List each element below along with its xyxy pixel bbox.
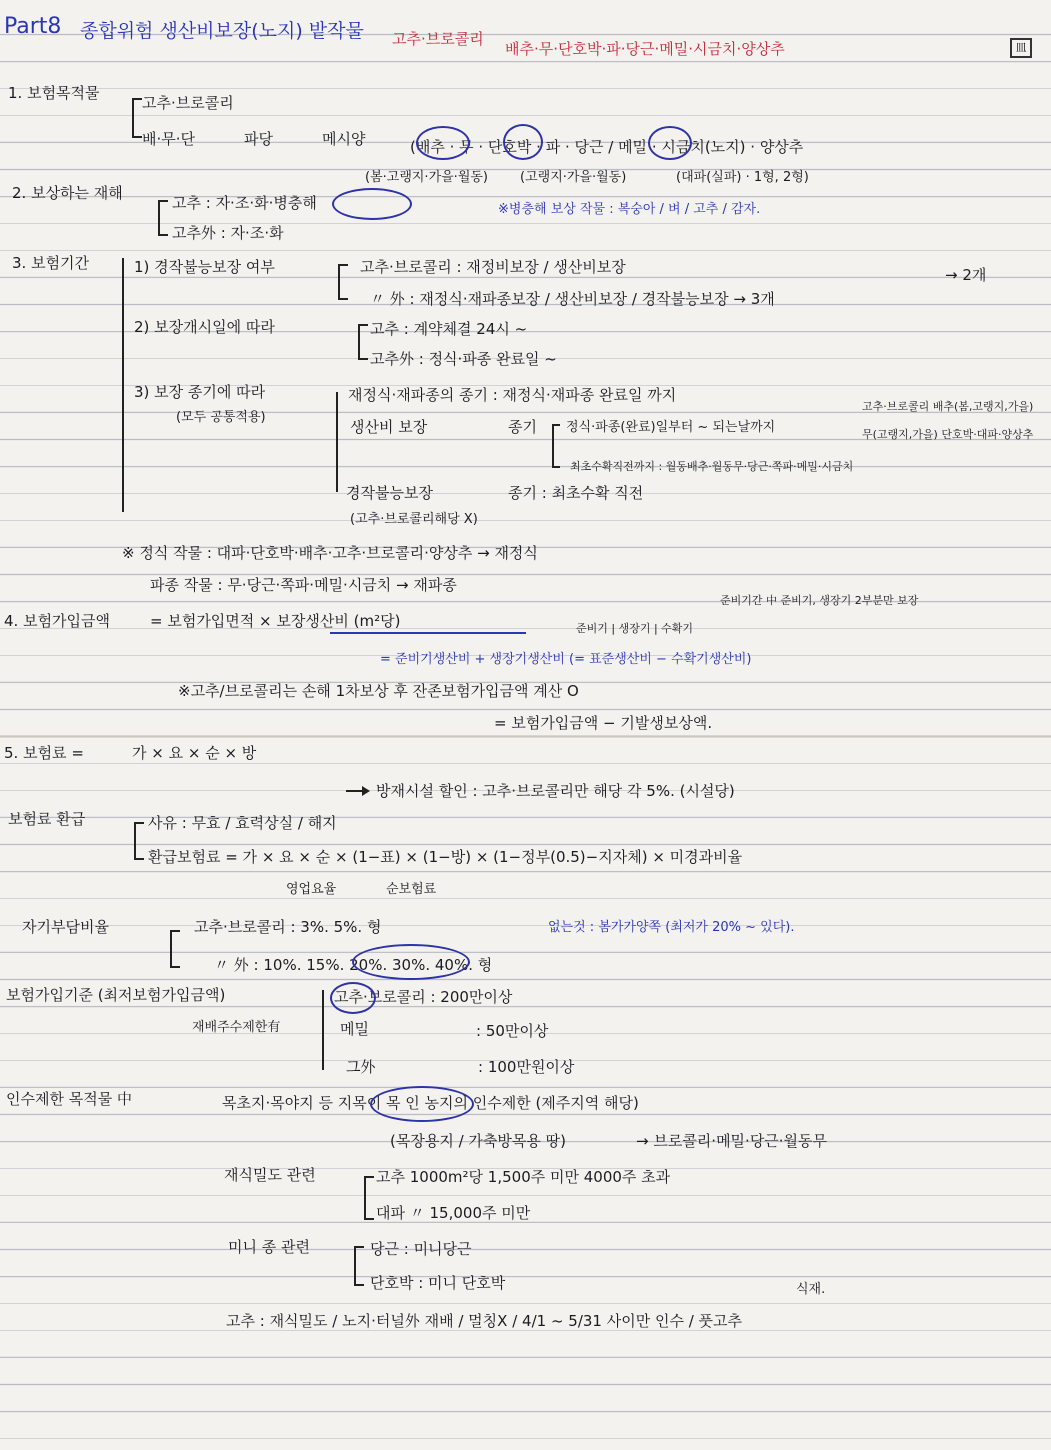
s3-note-a: ※ 정식 작물 : 대파·단호박·배추·고추·브로콜리·양상추 → 재정식 xyxy=(122,544,538,562)
s9-mini-1: 당근 : 미니당근 xyxy=(370,1240,472,1258)
s2-label: 2. 보상하는 재해 xyxy=(12,184,123,202)
title-crops-b: 배추·무·단호박·파·당근·메밀·시금치·양상추 xyxy=(505,40,785,58)
s6-under2: 순보험료 xyxy=(386,882,437,897)
s1-note2: (고랭지·가을·월동) xyxy=(520,170,627,185)
circle-jimok xyxy=(370,1086,474,1122)
s3-item1: 1) 경작불능보장 여부 xyxy=(134,258,275,276)
s4-label: 4. 보험가입금액 xyxy=(4,612,111,630)
s1-note3: (대파(실파) · 1형, 2형) xyxy=(676,170,809,185)
s3-item3-b-bracket xyxy=(552,424,560,468)
s1-label: 1. 보험목적물 xyxy=(8,84,100,102)
s3-main-bracket xyxy=(122,258,128,512)
s9-density-label: 재식밀도 관련 xyxy=(224,1166,316,1184)
s3-item3-c-label: 경작불능보장 xyxy=(346,484,433,502)
s9-density-2: 대파 〃 15,000주 미만 xyxy=(376,1204,531,1222)
s4-top-note: 준비기간 中 준비기, 생장기 2부분만 보장 xyxy=(720,594,919,607)
s9-label: 인수제한 목적물 中 xyxy=(6,1090,132,1108)
title-crops-a: 고추·브로콜리 xyxy=(392,30,484,48)
s1-bracket xyxy=(132,98,142,138)
s3-item2-a: 고추 : 계약체결 24시 ~ xyxy=(370,320,528,338)
s3-item1-a-tail: → 2개 xyxy=(945,266,987,284)
s1-row2b: 파당 xyxy=(244,130,273,148)
s1-row1: 고추·브로콜리 xyxy=(142,94,234,112)
s7-row1: 고추·브로콜리 : 3%. 5%. 형 xyxy=(194,918,382,936)
s4-line2: = 준비기생산비 + 생장기생산비 (= 표준생산비 − 수확기생산비) xyxy=(380,652,752,667)
s6-label: 보험료 환급 xyxy=(8,810,86,828)
s9-mini-label: 미니 종 관련 xyxy=(228,1238,310,1256)
s4-line4: = 보험가입금액 − 기발생보상액. xyxy=(494,714,713,732)
s3-item2: 2) 보장개시일에 따라 xyxy=(134,318,275,336)
s8-row3-val: : 100만원이상 xyxy=(478,1058,575,1076)
s9-line2: (목장용지 / 가축방목용 땅) xyxy=(390,1132,566,1150)
s8-row3-key: 그外 xyxy=(346,1058,376,1076)
s8-side: 재배주수제한有 xyxy=(192,1020,281,1035)
s9-last: 고추 : 재식밀도 / 노지·터널外 재배 / 멀칭X / 4/1 ~ 5/31 사이만 인수 / 풋고추 xyxy=(226,1312,743,1330)
s7-bracket xyxy=(170,930,180,968)
s3-item3-b1: 정식·파종(완료)일부터 ~ 되는날까지 xyxy=(566,420,776,435)
s5-line2: 방재시설 할인 : 고추·브로콜리만 해당 각 5%. (시설당) xyxy=(376,782,735,800)
s3-item3-c-sub: (고추·브로콜리해당 X) xyxy=(350,512,478,527)
s3-side1: 고추·브로콜리 배추(봄,고랭지,가을) xyxy=(862,400,1034,413)
s8-row2-val: : 50만이상 xyxy=(476,1022,549,1040)
s8-label: 보험가입기준 (최저보험가입금액) xyxy=(6,986,226,1004)
s7-label: 자기부담비율 xyxy=(22,918,109,936)
page-title: 종합위험 생산비보장(노지) 밭작물 xyxy=(80,20,364,42)
s9-line2-tail: → 브로콜리·메밀·당근·월동무 xyxy=(636,1132,828,1150)
s3-item2-b: 고추外 : 정식·파종 완료일 ~ xyxy=(370,350,557,368)
s3-item2-bracket xyxy=(358,324,368,360)
s9-line1: 목초지·목야지 등 지목이 목 인 농지의 인수제한 (제주지역 해당) xyxy=(222,1094,639,1112)
s3-item3-b2: 최초수확직전까지 : 월동배추·월동무·당근·쪽파·메밀·시금치 xyxy=(570,460,854,473)
s3-item3-a: 재정식·재파종의 종기 : 재정식·재파종 완료일 까지 xyxy=(348,386,677,404)
s9-last-note: 식재. xyxy=(796,1282,826,1297)
s3-label: 3. 보험기간 xyxy=(12,254,90,272)
s3-side2: 무(고랭지,가을) 단호박·대파·양상추 xyxy=(862,428,1034,441)
s2-bracket xyxy=(158,200,168,236)
s4-line3: ※고추/브로콜리는 손해 1차보상 후 잔존보험가입금액 계산 O xyxy=(178,682,579,700)
s1-list: (배추 · 무 · 단호박 · 파 · 당근 / 메밀 · 시금치(노지) · 양상추 xyxy=(410,138,804,156)
s3-item3-sub: (모두 공통적용) xyxy=(176,410,266,425)
s5-formula: 가 × 요 × 순 × 방 xyxy=(132,744,257,762)
s6-formula: 환급보험료 = 가 × 요 × 순 × (1−표) × (1−방) × (1−정부(0.5)−지자체) × 미경과비율 xyxy=(148,848,743,866)
s4-stages: 준비기 | 생장기 | 수확기 xyxy=(576,622,694,635)
s9-density-1: 고추 1000m²당 1,500주 미만 4000주 초과 xyxy=(376,1168,671,1186)
s9-density-bracket xyxy=(364,1176,374,1220)
s6-bracket xyxy=(134,822,144,860)
s2-row1: 고추 : 자·조·화·병충해 xyxy=(172,194,317,212)
s4-underline xyxy=(330,632,526,634)
s7-row1-note: 없는것 : 봄가가양쪽 (최저가 20% ~ 있다). xyxy=(548,920,795,935)
s7-row2: 〃 外 : 10%. 15%. 20%. 30%. 40%. 형 xyxy=(214,956,493,974)
part-label: Part8 xyxy=(4,14,62,39)
s3-item3-bracket xyxy=(336,392,342,492)
circle-disease xyxy=(332,188,412,220)
s3-item3: 3) 보장 종기에 따라 xyxy=(134,383,266,401)
s1-row2c: 메시양 xyxy=(322,130,366,148)
s3-item3-b-label: 생산비 보장 xyxy=(350,418,428,436)
s8-bracket xyxy=(322,990,328,1070)
s1-note1: (봄·고랭지·가을·월동) xyxy=(365,170,489,185)
s5-label: 5. 보험료 = xyxy=(4,744,84,762)
page-mark: 皿 xyxy=(1010,38,1032,58)
s6-under1: 영업요율 xyxy=(286,882,337,897)
s3-item1-b: 〃 外 : 재정식·재파종보장 / 생산비보장 / 경작불능보장 → 3개 xyxy=(370,290,775,308)
s3-item1-bracket xyxy=(338,264,348,300)
circle-baechu xyxy=(416,126,470,160)
circle-percent xyxy=(352,944,470,980)
s8-row1: 고추·브로콜리 : 200만이상 xyxy=(334,988,513,1006)
s3-item3-c: 종기 : 최초수확 직전 xyxy=(508,484,644,502)
s3-item1-a: 고추·브로콜리 : 재정비보장 / 생산비보장 xyxy=(360,258,626,276)
s1-row2a: 배·무·단 xyxy=(142,130,196,148)
s6-reason: 사유 : 무효 / 효력상실 / 해지 xyxy=(148,814,337,832)
s5-arrow xyxy=(346,790,368,792)
page-fold xyxy=(0,735,1051,738)
s2-note: ※병충해 보상 작물 : 복숭아 / 벼 / 고추 / 감자. xyxy=(498,202,761,217)
s9-mini-2: 단호박 : 미니 단호박 xyxy=(370,1274,506,1292)
s4-formula: = 보험가입면적 × 보장생산비 (m²당) xyxy=(150,612,401,630)
s9-mini-bracket xyxy=(354,1246,364,1286)
s8-row2-key: 메밀 xyxy=(340,1020,369,1038)
s3-note-b: 파종 작물 : 무·당근·쪽파·메밀·시금치 → 재파종 xyxy=(150,576,457,594)
s3-item3-b-key: 종기 xyxy=(508,418,537,436)
circle-mu xyxy=(503,124,543,160)
s2-row2: 고추外 : 자·조·화 xyxy=(172,224,284,242)
circle-gochu xyxy=(330,982,376,1014)
circle-pa xyxy=(648,126,692,160)
